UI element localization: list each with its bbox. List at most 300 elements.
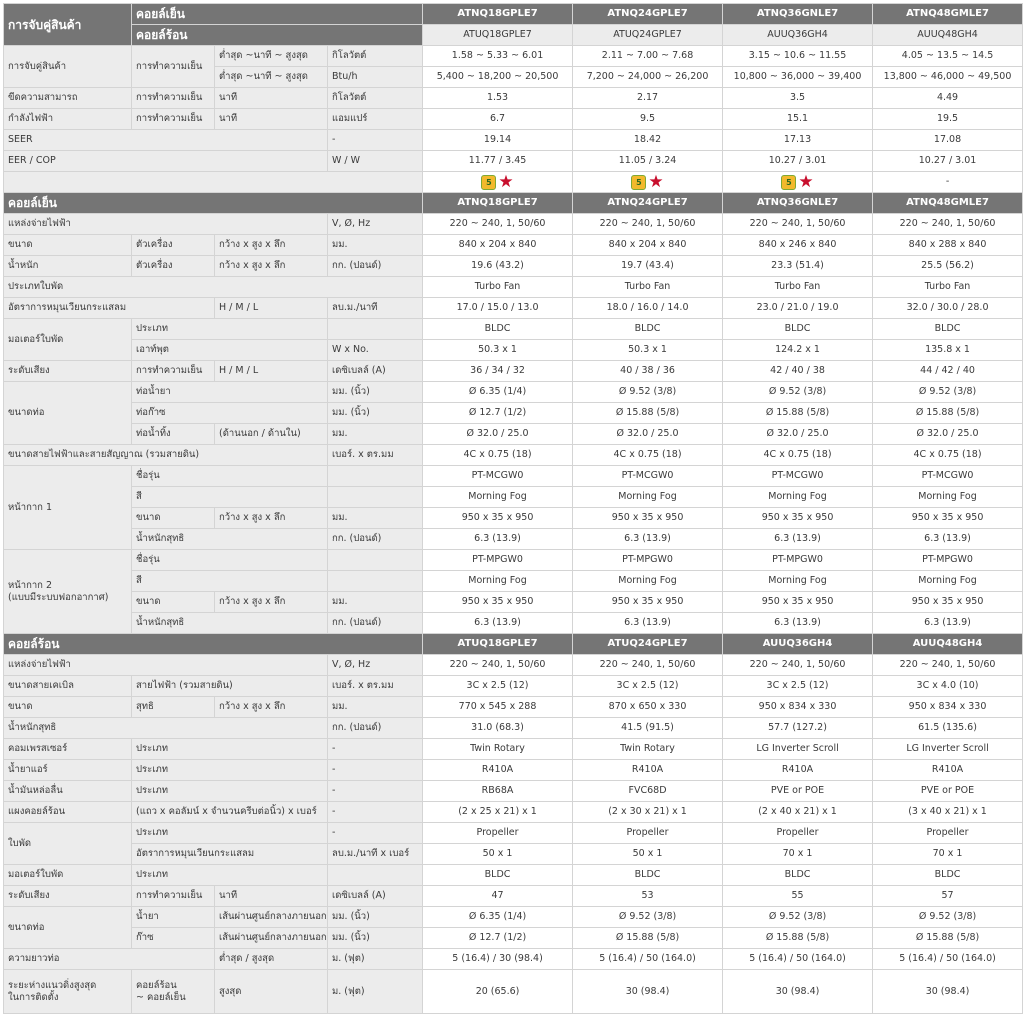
mm-unit: มม. [328, 424, 423, 445]
outdoor-model-4: AUUQ48GH4 [873, 634, 1023, 655]
outdoor-weight-row [4, 718, 1023, 739]
panel2-dim-3: 950 x 35 x 950 [723, 592, 873, 613]
motor-type-2: BLDC [573, 319, 723, 340]
eer-label: EER / COP [4, 151, 328, 172]
height-label [4, 970, 132, 1014]
oil-row [4, 781, 1023, 802]
fan-type-3: Turbo Fan [723, 277, 873, 298]
fan-type-2: Turbo Fan [573, 277, 723, 298]
energy-label-5-icon: 5 [631, 175, 646, 190]
outdoor-gas-1: Ø 12.7 (1/2) [423, 928, 573, 949]
pipe-length-2: 5 (16.4) / 50 (164.0) [573, 949, 723, 970]
net-weight-label: น้ำหนักสุทธิ [4, 718, 328, 739]
refrigerant-row [4, 760, 1023, 781]
panel2-label-line2: (แบบมีระบบฟอกอากาศ) [8, 592, 109, 603]
outdoor-cable-3: 3C x 2.5 (12) [723, 676, 873, 697]
outdoor-airflow-3: 70 x 1 [723, 844, 873, 865]
outdoor-weight-3: 57.7 (127.2) [723, 718, 873, 739]
power-cable-label: สายไฟฟ้า (รวมสายดิน) [132, 676, 328, 697]
motor-type-row [4, 319, 1023, 340]
height-row [4, 970, 1023, 1014]
outdoor-fan-type-2: Propeller [573, 823, 723, 844]
dash-unit: - [328, 823, 423, 844]
compressor-2: Twin Rotary [573, 739, 723, 760]
panel1-dimension-row [4, 508, 1023, 529]
energy-label-5-icon: 5 [781, 175, 796, 190]
cable-size-label: ขนาดสายเคเบิล [4, 676, 132, 697]
height-label-line2: ในการติดตั้ง [8, 992, 59, 1003]
wxhxd-label: กว้าง x สูง x ลึก [215, 508, 328, 529]
indoor-power-3: 220 ~ 240, 1, 50/60 [723, 214, 873, 235]
eer-value-4: 10.27 / 3.01 [873, 151, 1023, 172]
mm-inch-unit: มม. (นิ้ว) [328, 928, 423, 949]
panel2-model-2: PT-MPGW0 [573, 550, 723, 571]
type-label: ประเภท [132, 823, 328, 844]
net-weight-label: น้ำหนักสุทธิ [132, 613, 328, 634]
pair-title: การจับคู่สินค้า [4, 4, 132, 46]
panel1-model-row [4, 466, 1023, 487]
outdoor-sound-row [4, 886, 1023, 907]
outdoor-power-3: 220 ~ 240, 1, 50/60 [723, 655, 873, 676]
net-label: สุทธิ [132, 697, 215, 718]
fan-type-label: ประเภทใบพัด [4, 277, 423, 298]
spec-table [3, 3, 1023, 1014]
hml-label: H / M / L [215, 298, 328, 319]
capacity-btu-3: 10,800 ~ 36,000 ~ 39,400 [723, 67, 873, 88]
panel1-color-2: Morning Fog [573, 487, 723, 508]
outdoor-power-2: 220 ~ 240, 1, 50/60 [573, 655, 723, 676]
outdoor-motor-3: BLDC [723, 865, 873, 886]
indoor-dimension-label: ขนาด [4, 235, 132, 256]
dba-unit: เดซิเบลล์ (A) [328, 361, 423, 382]
capacity-kw-4: 4.05 ~ 13.5 ~ 14.5 [873, 46, 1023, 67]
outdoor-liquid-row [4, 907, 1023, 928]
empty-unit [328, 865, 423, 886]
indoor-model-4: ATNQ48GMLE7 [873, 193, 1023, 214]
liquid-label: น้ำยา [132, 907, 215, 928]
m-ft-unit: ม. (ฟุต) [328, 970, 423, 1014]
height-value-3: 30 (98.4) [723, 970, 873, 1014]
indoor-dimension-1: 840 x 204 x 840 [423, 235, 573, 256]
fan-motor-label: มอเตอร์ใบพัด [4, 865, 132, 886]
seer-row [4, 130, 1023, 151]
current-value-4: 19.5 [873, 109, 1023, 130]
panel1-color-4: Morning Fog [873, 487, 1023, 508]
panel1-model-2: PT-MCGW0 [573, 466, 723, 487]
indoor-drain-4: Ø 32.0 / 25.0 [873, 424, 1023, 445]
model-name-label: ชื่อรุ่น [132, 466, 328, 487]
outdoor-liquid-3: Ø 9.52 (3/8) [723, 907, 873, 928]
power-value-2: 2.17 [573, 88, 723, 109]
power-value-4: 4.49 [873, 88, 1023, 109]
outdoor-dimension-4: 950 x 834 x 330 [873, 697, 1023, 718]
outdoor-cable-2: 3C x 2.5 (12) [573, 676, 723, 697]
outdoor-gas-3: Ø 15.88 (5/8) [723, 928, 873, 949]
indoor-power-label: แหล่งจ่ายไฟฟ้า [4, 214, 328, 235]
outdoor-dimension-3: 950 x 834 x 330 [723, 697, 873, 718]
motor-type-1: BLDC [423, 319, 573, 340]
indoor-dimension-4: 840 x 288 x 840 [873, 235, 1023, 256]
wxhxd-label: กว้าง x สูง x ลึก [215, 235, 328, 256]
indoor-power-2: 220 ~ 240, 1, 50/60 [573, 214, 723, 235]
min-max-label: ต่ำสุด / สูงสุด [215, 949, 328, 970]
outdoor-sound-1: 47 [423, 886, 573, 907]
oc-label [132, 970, 215, 1014]
piping-label: ขนาดท่อ [4, 907, 132, 949]
wxhxd-label: กว้าง x สูง x ลึก [215, 592, 328, 613]
height-value-2: 30 (98.4) [573, 970, 723, 1014]
v-unit: V, Ø, Hz [328, 214, 423, 235]
pipe-length-3: 5 (16.4) / 50 (164.0) [723, 949, 873, 970]
compressor-label: คอมเพรสเซอร์ [4, 739, 132, 760]
outdoor-model-1: ATUQ18GPLE7 [423, 634, 573, 655]
eer-unit: W / W [328, 151, 423, 172]
outdoor-fan-type-4: Propeller [873, 823, 1023, 844]
eer-value-1: 11.77 / 3.45 [423, 151, 573, 172]
panel2-color-4: Morning Fog [873, 571, 1023, 592]
outdoor-airflow-row [4, 844, 1023, 865]
power-row [4, 88, 1023, 109]
indoor-sound-3: 42 / 40 / 38 [723, 361, 873, 382]
indoor-sound-2: 40 / 38 / 36 [573, 361, 723, 382]
indoor-airflow-1: 17.0 / 15.0 / 13.0 [423, 298, 573, 319]
refrigerant-1: R410A [423, 760, 573, 781]
energy-label-4: - [873, 172, 1023, 193]
current-label: กำลังไฟฟ้า [4, 109, 132, 130]
energy-label-5-icon: 5 [481, 175, 496, 190]
outdoor-motor-4: BLDC [873, 865, 1023, 886]
fan-type-1: Turbo Fan [423, 277, 573, 298]
outdoor-dimension-1: 770 x 545 x 288 [423, 697, 573, 718]
panel1-color-1: Morning Fog [423, 487, 573, 508]
body-label: ตัวเครื่อง [132, 235, 215, 256]
indoor-gas-1: Ø 12.7 (1/2) [423, 403, 573, 424]
indoor-weight-4: 25.5 (56.2) [873, 256, 1023, 277]
cooling-label: การทำความเย็น [132, 361, 215, 382]
compressor-row [4, 739, 1023, 760]
panel1-label: หน้ากาก 1 [4, 466, 132, 550]
outer-dia-label: เส้นผ่านศูนย์กลางภายนอก [215, 928, 328, 949]
outdoor-dimension-row [4, 697, 1023, 718]
panel2-dim-1: 950 x 35 x 950 [423, 592, 573, 613]
kg-unit: กก. (ปอนด์) [328, 613, 423, 634]
panel2-weight-row [4, 613, 1023, 634]
seer-value-2: 18.42 [573, 130, 723, 151]
panel1-weight-2: 6.3 (13.9) [573, 529, 723, 550]
energy-label-3 [723, 172, 873, 193]
coil-1: (2 x 25 x 21) x 1 [423, 802, 573, 823]
eer-value-2: 11.05 / 3.24 [573, 151, 723, 172]
outdoor-power-4: 220 ~ 240, 1, 50/60 [873, 655, 1023, 676]
indoor-weight-3: 23.3 (51.4) [723, 256, 873, 277]
gas-label: ท่อก๊าซ [132, 403, 328, 424]
outdoor-motor-2: BLDC [573, 865, 723, 886]
indoor-weight-2: 19.7 (43.4) [573, 256, 723, 277]
outdoor-liquid-4: Ø 9.52 (3/8) [873, 907, 1023, 928]
coil-desc-label: (แถว x คอลัมน์ x จำนวนครีบต่อนิ้ว) x เบอร์ [132, 802, 328, 823]
indoor-liquid-4: Ø 9.52 (3/8) [873, 382, 1023, 403]
indoor-weight-row [4, 256, 1023, 277]
indoor-liquid-1: Ø 6.35 (1/4) [423, 382, 573, 403]
coil-label: แผงคอยล์ร้อน [4, 802, 132, 823]
cooling-capacity-label: การทำความเย็น [132, 46, 215, 88]
coil-row [4, 802, 1023, 823]
cooling-label: การทำความเย็น [132, 109, 215, 130]
color-label: สี [132, 487, 328, 508]
refrigerant-4: R410A [873, 760, 1023, 781]
indoor-sound-4: 44 / 42 / 40 [873, 361, 1023, 382]
panel2-color-1: Morning Fog [423, 571, 573, 592]
indoor-dimension-2: 840 x 204 x 840 [573, 235, 723, 256]
pipe-length-label: ความยาวท่อ [4, 949, 215, 970]
outdoor-weight-4: 61.5 (135.6) [873, 718, 1023, 739]
outdoor-gas-2: Ø 15.88 (5/8) [573, 928, 723, 949]
panel2-model-1: PT-MPGW0 [423, 550, 573, 571]
oil-1: RB68A [423, 781, 573, 802]
mm-inch-unit: มม. (นิ้ว) [328, 907, 423, 928]
indoor-cable-2: 4C x 0.75 (18) [573, 445, 723, 466]
capacity-kw-2: 2.11 ~ 7.00 ~ 7.68 [573, 46, 723, 67]
panel1-weight-row [4, 529, 1023, 550]
indoor-drain-2: Ø 32.0 / 25.0 [573, 424, 723, 445]
fan-type-row [4, 277, 1023, 298]
model-name-label: ชื่อรุ่น [132, 550, 328, 571]
motor-type-4: BLDC [873, 319, 1023, 340]
outdoor-liquid-2: Ø 9.52 (3/8) [573, 907, 723, 928]
oc-label-line2: ~ คอยล์เย็น [136, 992, 186, 1003]
heating-unit-label: คอยล์ร้อน [132, 25, 423, 46]
cooling-label: การทำความเย็น [132, 886, 215, 907]
energy-label-1 [423, 172, 573, 193]
panel2-label [4, 550, 132, 634]
power-label: ขีดความสามารถ [4, 88, 132, 109]
drain-label: ท่อน้ำทิ้ง [132, 424, 215, 445]
seer-value-3: 17.13 [723, 130, 873, 151]
dash-unit: - [328, 802, 423, 823]
outdoor-liquid-1: Ø 6.35 (1/4) [423, 907, 573, 928]
kw-unit: กิโลวัตต์ [328, 46, 423, 67]
motor-output-2: 50.3 x 1 [573, 340, 723, 361]
indoor-cable-4: 4C x 0.75 (18) [873, 445, 1023, 466]
capacity-kw-row [4, 46, 1023, 67]
capacity-btu-4: 13,800 ~ 46,000 ~ 49,500 [873, 67, 1023, 88]
motor-output-1: 50.3 x 1 [423, 340, 573, 361]
indoor-power-4: 220 ~ 240, 1, 50/60 [873, 214, 1023, 235]
current-value-3: 15.1 [723, 109, 873, 130]
type-label: ประเภท [132, 760, 328, 781]
amp-unit: แอมแปร์ [328, 109, 423, 130]
model-cooling-3: ATNQ36GNLE7 [723, 4, 873, 25]
outdoor-model-2: ATUQ24GPLE7 [573, 634, 723, 655]
nominal-label: นาที [215, 886, 328, 907]
power-value-3: 3.5 [723, 88, 873, 109]
panel2-weight-3: 6.3 (13.9) [723, 613, 873, 634]
wxhxd-label: กว้าง x สูง x ลึก [215, 697, 328, 718]
energy-label-spacer [4, 172, 423, 193]
indoor-gas-3: Ø 15.88 (5/8) [723, 403, 873, 424]
current-value-2: 9.5 [573, 109, 723, 130]
nominal-label: นาที [215, 109, 328, 130]
capacity-kw-3: 3.15 ~ 10.6 ~ 11.55 [723, 46, 873, 67]
indoor-dimension-3: 840 x 246 x 840 [723, 235, 873, 256]
min-nom-max-label: ต่ำสุด ~นาที ~ สูงสุด [215, 46, 328, 67]
outdoor-model-3: AUUQ36GH4 [723, 634, 873, 655]
motor-output-4: 135.8 x 1 [873, 340, 1023, 361]
outer-dia-label: เส้นผ่านศูนย์กลางภายนอก [215, 907, 328, 928]
indoor-cable-3: 4C x 0.75 (18) [723, 445, 873, 466]
kg-unit: กก. (ปอนด์) [328, 256, 423, 277]
panel2-model-3: PT-MPGW0 [723, 550, 873, 571]
energy-label-2 [573, 172, 723, 193]
outdoor-power-label: แหล่งจ่ายไฟฟ้า [4, 655, 328, 676]
kg-unit: กก. (ปอนด์) [328, 718, 423, 739]
outdoor-dimension-2: 870 x 650 x 330 [573, 697, 723, 718]
pipe-length-1: 5 (16.4) / 30 (98.4) [423, 949, 573, 970]
cable-unit: เบอร์. x ตร.มม [328, 676, 423, 697]
current-value-1: 6.7 [423, 109, 573, 130]
kw-unit: กิโลวัตต์ [328, 88, 423, 109]
v-unit: V, Ø, Hz [328, 655, 423, 676]
capacity-label: การจับคู่สินค้า [4, 46, 132, 88]
motor-type-3: BLDC [723, 319, 873, 340]
panel2-dimension-row [4, 592, 1023, 613]
outdoor-power-1: 220 ~ 240, 1, 50/60 [423, 655, 573, 676]
airflow-unit: ลบ.ม./นาที [328, 298, 423, 319]
model-heating-1: ATUQ18GPLE7 [423, 25, 573, 46]
indoor-airflow-2: 18.0 / 16.0 / 14.0 [573, 298, 723, 319]
indoor-airflow-row [4, 298, 1023, 319]
panel1-model-3: PT-MCGW0 [723, 466, 873, 487]
liquid-pipe-row [4, 382, 1023, 403]
panel1-model-4: PT-MCGW0 [873, 466, 1023, 487]
outdoor-cable-1: 3C x 2.5 (12) [423, 676, 573, 697]
oil-2: FVC68D [573, 781, 723, 802]
mm-unit: มม. [328, 508, 423, 529]
empty-unit [328, 550, 423, 571]
indoor-weight-label: น้ำหนัก [4, 256, 132, 277]
panel2-dim-2: 950 x 35 x 950 [573, 592, 723, 613]
type-label: ประเภท [132, 319, 328, 340]
panel1-weight-3: 6.3 (13.9) [723, 529, 873, 550]
airflow-label: อัตราการหมุนเวียนกระแสลม [4, 298, 215, 319]
seer-unit: - [328, 130, 423, 151]
motor-type-unit [328, 319, 423, 340]
oil-3: PVE or POE [723, 781, 873, 802]
panel1-color-row [4, 487, 1023, 508]
outdoor-gas-4: Ø 15.88 (5/8) [873, 928, 1023, 949]
cable-unit: เบอร์. x ตร.มม [328, 445, 423, 466]
indoor-gas-2: Ø 15.88 (5/8) [573, 403, 723, 424]
indoor-gas-4: Ø 15.88 (5/8) [873, 403, 1023, 424]
wxhxd-label: กว้าง x สูง x ลึก [215, 256, 328, 277]
liquid-label: ท่อน้ำยา [132, 382, 328, 403]
kg-unit: กก. (ปอนด์) [328, 529, 423, 550]
mm-unit: มม. [328, 235, 423, 256]
motor-output-row [4, 340, 1023, 361]
type-label: ประเภท [132, 781, 328, 802]
coil-4: (3 x 40 x 21) x 1 [873, 802, 1023, 823]
model-heating-2: ATUQ24GPLE7 [573, 25, 723, 46]
outdoor-motor-row [4, 865, 1023, 886]
capacity-btu-1: 5,400 ~ 18,200 ~ 20,500 [423, 67, 573, 88]
height-value-4: 30 (98.4) [873, 970, 1023, 1014]
outdoor-power-row [4, 655, 1023, 676]
outdoor-title: คอยล์ร้อน [4, 634, 423, 655]
star-icon: ★ [498, 171, 514, 192]
indoor-drain-3: Ø 32.0 / 25.0 [723, 424, 873, 445]
panel2-weight-4: 6.3 (13.9) [873, 613, 1023, 634]
panel1-model-1: PT-MCGW0 [423, 466, 573, 487]
eer-value-3: 10.27 / 3.01 [723, 151, 873, 172]
coil-2: (2 x 30 x 21) x 1 [573, 802, 723, 823]
indoor-airflow-4: 32.0 / 30.0 / 28.0 [873, 298, 1023, 319]
indoor-liquid-2: Ø 9.52 (3/8) [573, 382, 723, 403]
drain-pipe-row [4, 424, 1023, 445]
outdoor-cable-4: 3C x 4.0 (10) [873, 676, 1023, 697]
empty-unit [328, 466, 423, 487]
outdoor-gas-row [4, 928, 1023, 949]
mm-unit: มม. [328, 697, 423, 718]
dimension-label: ขนาด [4, 697, 132, 718]
mm-inch-unit: มม. (นิ้ว) [328, 382, 423, 403]
indoor-drain-1: Ø 32.0 / 25.0 [423, 424, 573, 445]
indoor-sound-1: 36 / 34 / 32 [423, 361, 573, 382]
outdoor-sound-4: 57 [873, 886, 1023, 907]
panel1-dim-1: 950 x 35 x 950 [423, 508, 573, 529]
panel2-dim-4: 950 x 35 x 950 [873, 592, 1023, 613]
indoor-power-1: 220 ~ 240, 1, 50/60 [423, 214, 573, 235]
outdoor-airflow-4: 70 x 1 [873, 844, 1023, 865]
refrigerant-2: R410A [573, 760, 723, 781]
piping-label: ขนาดท่อ [4, 382, 132, 445]
panel2-color-row [4, 571, 1023, 592]
dash-unit: - [328, 739, 423, 760]
height-label-line1: ระยะห่างแนวดิ่งสูงสุด [8, 979, 97, 991]
indoor-header-row [4, 193, 1023, 214]
model-cooling-4: ATNQ48GMLE7 [873, 4, 1023, 25]
indoor-model-1: ATNQ18GPLE7 [423, 193, 573, 214]
outer-inner-label: (ด้านนอก / ด้านใน) [215, 424, 328, 445]
fan-type-4: Turbo Fan [873, 277, 1023, 298]
sound-label: ระดับเสียง [4, 361, 132, 382]
model-cooling-2: ATNQ24GPLE7 [573, 4, 723, 25]
panel2-weight-2: 6.3 (13.9) [573, 613, 723, 634]
type-label: ประเภท [132, 865, 328, 886]
body-label: ตัวเครื่อง [132, 256, 215, 277]
motor-output-3: 124.2 x 1 [723, 340, 873, 361]
star-icon: ★ [648, 171, 664, 192]
height-value-1: 20 (65.6) [423, 970, 573, 1014]
power-value-1: 1.53 [423, 88, 573, 109]
model-heating-4: AUUQ48GH4 [873, 25, 1023, 46]
outdoor-cable-row [4, 676, 1023, 697]
oil-label: น้ำมันหล่อลื่น [4, 781, 132, 802]
compressor-3: LG Inverter Scroll [723, 739, 873, 760]
gas-label: ก๊าซ [132, 928, 215, 949]
max-label: สูงสุด [215, 970, 328, 1014]
indoor-cable-row [4, 445, 1023, 466]
empty-unit [328, 571, 423, 592]
header-row-cooling [4, 4, 1023, 25]
type-label: ประเภท [132, 739, 328, 760]
nominal-label: นาที [215, 88, 328, 109]
panel2-color-2: Morning Fog [573, 571, 723, 592]
seer-value-1: 19.14 [423, 130, 573, 151]
eer-row [4, 151, 1023, 172]
panel2-color-3: Morning Fog [723, 571, 873, 592]
oil-4: PVE or POE [873, 781, 1023, 802]
model-heating-3: AUUQ36GH4 [723, 25, 873, 46]
